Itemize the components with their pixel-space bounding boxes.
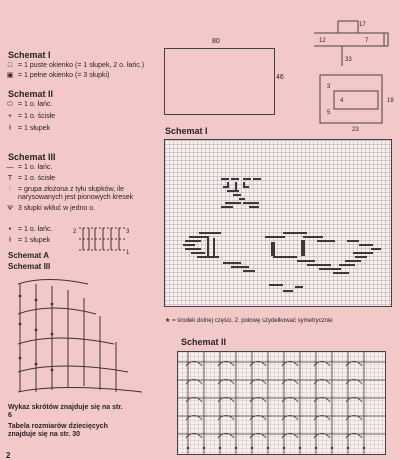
main-rectangle <box>164 48 275 115</box>
schemat-3-small-title: Schemat III <box>8 262 51 271</box>
label-4: 4 <box>340 98 344 104</box>
mini-number-3: 3 <box>126 229 130 235</box>
schemat-1-legend: □ = 1 puste okienko (= 1 słupek, 2 o. łańc.) ▣ = 1 pełne okienko (= 3 słupki) <box>6 62 145 79</box>
single-crochet-t-icon: T <box>7 175 13 182</box>
garment-outline <box>312 8 398 138</box>
label-3: 3 <box>327 84 331 90</box>
label-5: 5 <box>327 110 331 116</box>
label-33: 33 <box>345 57 352 63</box>
mini-number-1: 1 <box>126 250 130 256</box>
center-marker-icon: ★ <box>165 318 171 324</box>
schemat-3-legend: — = 1 o. łańc. T = 1 o. ścisłe ⫶ = grupa złożona z tyłu słupków, ile narysowanych jest pionowych kresek Ѱ 3 słupki wkłuć w jedno o. <box>6 164 134 212</box>
footnote-abbrev: Wykaz skrótów znajduje się na str. 6 <box>8 404 123 419</box>
schemat-3-edge-diagram <box>6 274 156 399</box>
center-note: ★ = środek dolnej części, 2. połowę szydełkować symetrycznie <box>165 318 333 324</box>
chart-2-svg <box>178 352 385 454</box>
label-7: 7 <box>365 38 369 44</box>
mini-number-2: 2 <box>73 229 77 235</box>
chart-1-grid <box>164 139 392 307</box>
schemat-1-title: Schemat I <box>8 50 51 60</box>
filled-square-icon: ▣ <box>6 72 14 79</box>
chain-icon: ⬭ <box>7 101 13 108</box>
schemat-a-title: Schemat A <box>8 251 50 260</box>
footnote-sizes: Tabela rozmiarów dziecięcych znajduje się na str. 30 <box>8 423 108 438</box>
chain-line-icon: — <box>6 164 14 171</box>
chart-2-grid <box>177 351 386 455</box>
double-crochet-icon: ł <box>9 125 11 132</box>
label-19: 19 <box>387 98 394 104</box>
dot-icon: • <box>8 226 12 233</box>
schemat-2-legend: ⬭ = 1 o. łańc. + = 1 o. ścisłe ł = 1 słupek <box>7 101 56 132</box>
dc-icon: ł <box>9 237 11 244</box>
empty-square-icon: □ <box>7 62 13 69</box>
chart-2-title: Schemat II <box>181 337 227 347</box>
label-17: 17 <box>359 22 366 28</box>
three-dc-icon: Ѱ <box>7 205 13 212</box>
schemat-2-title: Schemat II <box>8 89 54 99</box>
chart-1-svg <box>165 140 391 306</box>
height-label: 46 <box>276 74 284 81</box>
cluster-icon: ⫶ <box>9 186 11 193</box>
width-label: 80 <box>212 38 220 45</box>
single-crochet-icon: + <box>7 113 13 120</box>
label-23: 23 <box>352 127 359 133</box>
mini-schemat-a <box>75 224 131 258</box>
page-number: 2 <box>6 451 11 460</box>
mini-legend: • = 1 o. łańc. ł = 1 słupek <box>6 226 78 245</box>
schemat-3-title: Schemat III <box>8 152 56 162</box>
chart-1-title: Schemat I <box>165 126 208 136</box>
label-12: 12 <box>319 38 326 44</box>
